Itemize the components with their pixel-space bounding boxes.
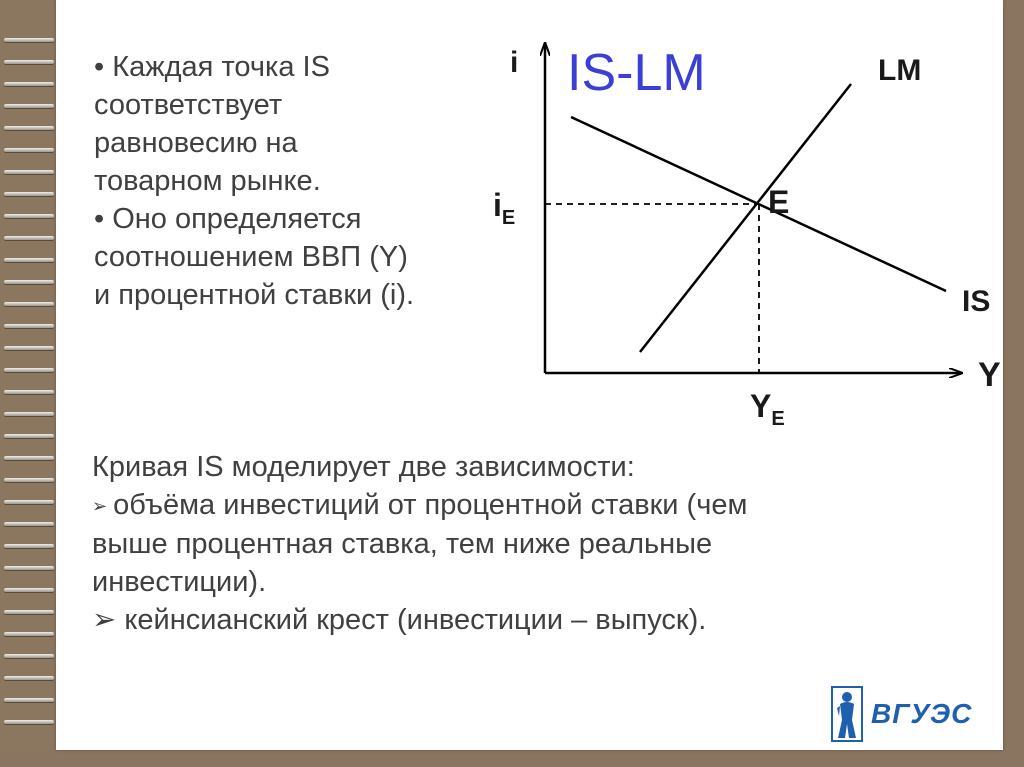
background-edge-bottom [0,750,1024,767]
binding-ring [4,632,54,636]
binding-ring [4,522,54,526]
binding-ring [4,390,54,394]
binding-ring [4,412,54,416]
binding-ring [4,500,54,504]
equilibrium-label: E [768,184,790,220]
bottom-item-1-line: объёма инвестиций от процентной ставки (чем [113,489,748,521]
left-text-line: и процентной ставки (i). [94,279,415,311]
lm-curve [640,84,851,352]
binding-ring [4,478,54,482]
binding-ring [4,214,54,218]
background-edge-right [1003,0,1024,767]
lm-label: LM [878,54,922,87]
bottom-text-block [92,448,747,639]
binding-ring [4,368,54,372]
binding-ring [4,302,54,306]
binding-ring [4,346,54,350]
binding-ring [4,148,54,152]
left-text-line: товарном рынке. [94,165,321,197]
binding-ring [4,654,54,658]
binding-ring [4,720,54,724]
bottom-item-2 [92,601,747,639]
binding-ring [4,236,54,240]
diagram-title: IS-LM [567,44,706,102]
figure-emblem-icon [831,686,863,742]
left-text-line: равновесию на [94,127,298,159]
binding-ring [4,258,54,262]
ye-label: $Y_E$ [750,388,785,430]
binding-ring [4,104,54,108]
left-text-line: • Каждая точка IS [94,51,330,83]
is-label: IS [962,285,991,318]
binding-ring [4,434,54,438]
binding-ring [4,544,54,548]
binding-ring [4,60,54,64]
notebook-binding [0,0,58,767]
bottom-heading: Кривая IS моделирует две зависимости: [92,451,635,483]
arrow-bullet-icon: ➢ [92,496,108,516]
bottom-item-2-text: кейнсианский крест (инвестиции – выпуск). [116,604,707,636]
binding-ring [4,126,54,130]
bottom-item-1-line: выше процентная ставка, тем ниже реальные [92,528,713,560]
binding-ring [4,280,54,284]
left-text-line: • Оно определяется [94,203,362,235]
ie-label: $i_E$ [493,187,516,229]
left-text-line: соответствует [94,89,283,121]
binding-ring [4,676,54,680]
binding-ring [4,610,54,614]
binding-ring [4,698,54,702]
binding-ring [4,566,54,570]
left-text-line: соотношением ВВП (Y) [94,241,408,273]
islm-diagram [56,0,1003,450]
binding-ring [4,38,54,42]
university-logo [831,686,971,744]
binding-ring [4,456,54,460]
binding-ring [4,82,54,86]
binding-ring [4,192,54,196]
bottom-item-1-line: инвестиции). [92,566,267,598]
bottom-item-1 [92,486,747,525]
binding-ring [4,170,54,174]
binding-ring [4,324,54,328]
logo-text: ВГУЭС [871,698,973,729]
slide-page [56,0,1003,750]
arrow-bullet-icon: ➢ [92,604,117,636]
y-axis-label: i [510,46,519,79]
x-axis-label: Y [978,356,1001,394]
binding-ring [4,588,54,592]
